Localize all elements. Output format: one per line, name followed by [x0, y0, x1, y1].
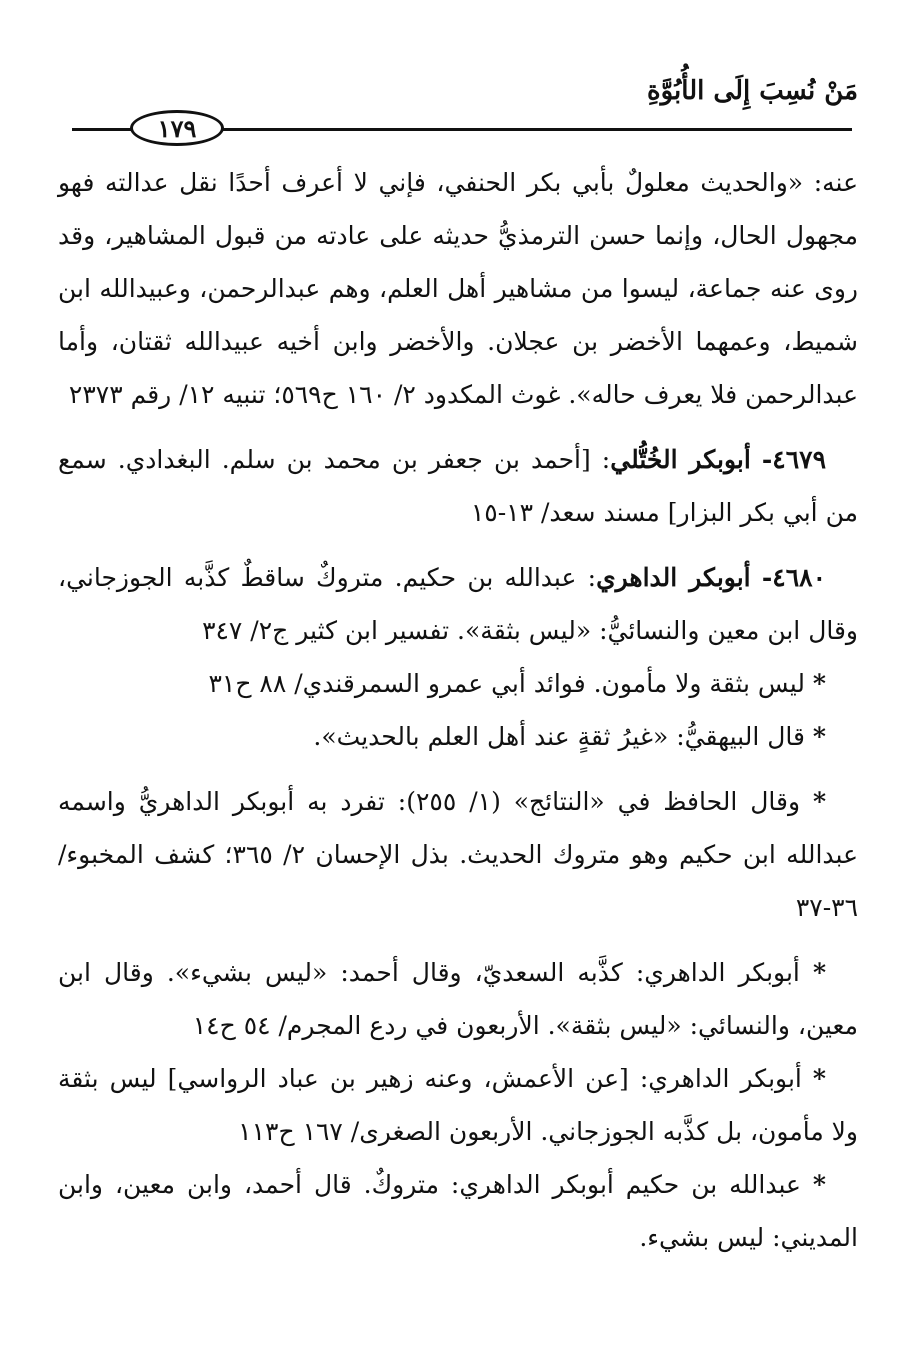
paragraph — [58, 156, 858, 421]
note-paragraph — [58, 775, 858, 934]
entry-number: ٤٦٧٩- — [761, 445, 826, 474]
note-paragraph — [58, 710, 858, 763]
entry-text: : [أحمد بن جعفر بن محمد بن سلم. البغدادي. سمع من أبي بكر البزار] مسند سعد/ ١٣-١٥ — [58, 445, 858, 527]
note-text: عبدالله بن حكيم أبوبكر الداهري: متروكٌ. قال أحمد، وابن معين، وابن المديني: ليس بشيء. — [58, 1170, 858, 1252]
paragraph-text: عنه: «والحديث معلولٌ بأبي بكر الحنفي، فإني لا أعرف أحدًا نقل عدالته فهو مجهول الحال، وإنما حسن الترمذيُّ حديثه على عادته من قبول المشاهير، وقد روى عنه جماعة، ليسوا من مشاهير أهل العلم، وهم عبدالرحمن، وعبيدالله ابن شميط، وعمهما الأخضر بن عجلان. والأخضر وابن أخيه عبيدالله ثقتان، وأما عبدالرحمن فلا يعرف حاله». غوث المكدود ٢/ ١٦٠ ح٥٦٩؛ تنبيه ١٢/ رقم ٢٣٧٣ — [58, 168, 858, 409]
main-text — [58, 156, 858, 1264]
asterisk-marker: * — [812, 787, 827, 816]
entry-title: أبوبكر الداهري — [596, 563, 751, 592]
note-text: وقال الحافظ في «النتائج» (١/ ٢٥٥): تفرد به أبوبكر الداهريُّ واسمه عبدالله ابن حكيم وهو متروك الحديث. بذل الإحسان ٢/ ٣٦٥؛ كشف المخبوء/ ٣٦-٣٧ — [58, 787, 858, 922]
asterisk-marker: * — [812, 1170, 826, 1199]
note-paragraph — [58, 1052, 858, 1158]
note-paragraph — [58, 946, 858, 1052]
note-paragraph — [58, 1158, 858, 1264]
note-paragraph — [58, 657, 858, 710]
asterisk-marker: * — [812, 669, 826, 698]
entry-paragraph — [58, 433, 858, 539]
note-text: أبوبكر الداهري: [عن الأعمش، وعنه زهير بن عباد الرواسي] ليس بثقة ولا مأمون، بل كذَّبه الجوزجاني. الأربعون الصغرى/ ١٦٧ ح١١٣ — [58, 1064, 858, 1146]
asterisk-marker: * — [812, 1064, 826, 1093]
entry-paragraph — [58, 551, 858, 657]
page-number-badge: ١٧٩ — [130, 110, 224, 146]
note-text: ليس بثقة ولا مأمون. فوائد أبي عمرو السمرقندي/ ٨٨ ح٣١ — [208, 669, 805, 698]
running-header-title: مَنْ نُسِبَ إِلَى الأُبُوَّةِ — [646, 76, 858, 106]
note-text: أبوبكر الداهري: كذَّبه السعديّ، وقال أحمد: «ليس بشيء». وقال ابن معين، والنسائي: «ليس بثقة». الأربعون في ردع المجرم/ ٥٤ ح١٤ — [58, 958, 858, 1040]
asterisk-marker: * — [812, 722, 826, 751]
note-text: قال البيهقيُّ: «غيرُ ثقةٍ عند أهل العلم بالحديث». — [313, 722, 805, 751]
asterisk-marker: * — [812, 958, 827, 987]
entry-number: ٤٦٨٠- — [761, 563, 827, 592]
entry-title: أبوبكر الخُتُّلي — [610, 445, 751, 474]
entry-text: : عبدالله بن حكيم. متروكٌ ساقطٌ كذَّبه الجوزجاني، وقال ابن معين والنسائيُّ: «ليس بثقة». تفسير ابن كثير ج٢/ ٣٤٧ — [58, 563, 858, 645]
